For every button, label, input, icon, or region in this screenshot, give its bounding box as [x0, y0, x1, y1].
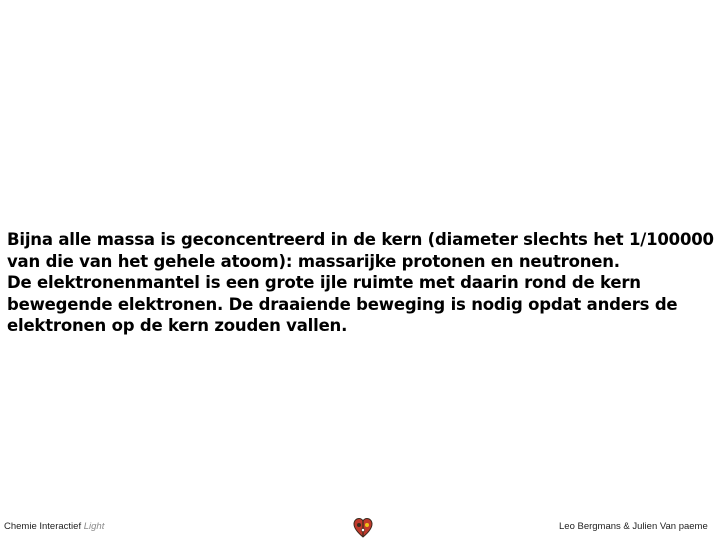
footer-brand-edition: Light — [83, 521, 105, 532]
heart-molecule-icon — [353, 517, 373, 539]
footer-brand-name: Chemie Interactief — [4, 521, 82, 532]
footer-authors: Leo Bergmans & Julien Van paeme — [559, 521, 708, 532]
footer-brand — [4, 521, 104, 532]
slide-body — [7, 229, 717, 337]
body-paragraph-mass: Bijna alle massa is geconcentreerd in de kern (diameter slechts het 1/100000 van die van het gehele atoom): massarijke protonen en neutronen. — [7, 230, 714, 271]
body-paragraph-electron-shell: De elektronenmantel is een grote ijle ruimte met daarin rond de kern bewegende elektronen. De draaiende beweging is nodig opdat anders de elektronen op de kern zouden vallen. — [7, 273, 678, 335]
